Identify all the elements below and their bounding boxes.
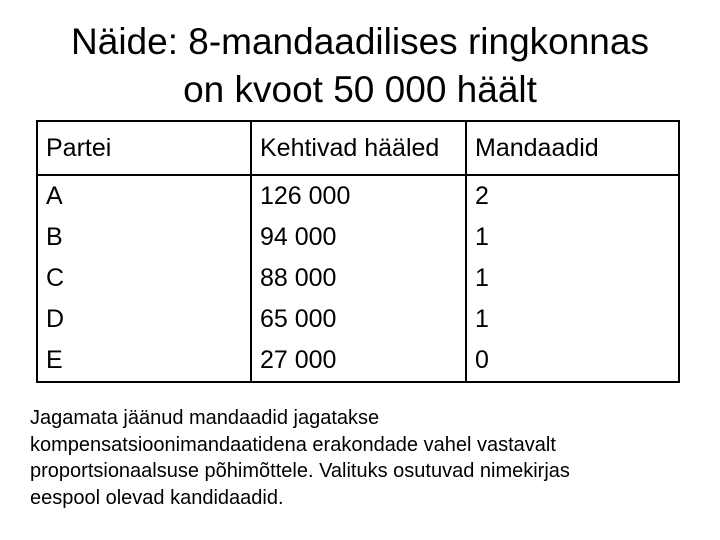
vote-count: 65 000 — [260, 305, 337, 333]
vote-count: 94 000 — [260, 223, 337, 251]
header-votes: Kehtivad hääled — [251, 121, 466, 175]
explanation-text — [30, 405, 700, 511]
party-column — [37, 175, 251, 382]
party-name: A — [46, 182, 63, 210]
party-name: E — [46, 346, 63, 374]
title-line-2: on kvoot 50 000 häält — [183, 69, 537, 110]
party-name: D — [46, 305, 65, 333]
party-name: B — [46, 223, 63, 251]
seat-count: 1 — [475, 305, 489, 333]
note-line-2: kompensatsioonimandaatidena erakondade vahel vastavalt — [30, 433, 556, 456]
party-name: C — [46, 264, 65, 292]
note-line-1: Jagamata jäänud mandaadid jagatakse — [30, 407, 380, 429]
vote-count: 88 000 — [260, 264, 337, 292]
seats-column — [466, 175, 679, 382]
votes-column — [251, 175, 466, 382]
header-party: Partei — [37, 121, 251, 175]
table-header-row — [37, 121, 679, 175]
table-body-row — [37, 175, 679, 382]
seat-count: 0 — [475, 346, 489, 374]
seat-allocation-table — [36, 120, 680, 383]
vote-count: 27 000 — [260, 346, 337, 374]
header-seats: Mandaadid — [466, 121, 679, 175]
title-line-1: Näide: 8-mandaadilises ringkonnas — [71, 21, 649, 62]
slide-title — [20, 18, 700, 114]
seat-count: 1 — [475, 223, 489, 251]
note-line-4: eespool olevad kandidaadid. — [30, 486, 284, 509]
seat-count: 2 — [475, 182, 489, 210]
note-line-3: proportsionaalsuse põhimõttele. Valituks osutuvad nimekirjas — [30, 460, 570, 482]
vote-count: 126 000 — [260, 182, 351, 210]
seat-count: 1 — [475, 264, 489, 292]
